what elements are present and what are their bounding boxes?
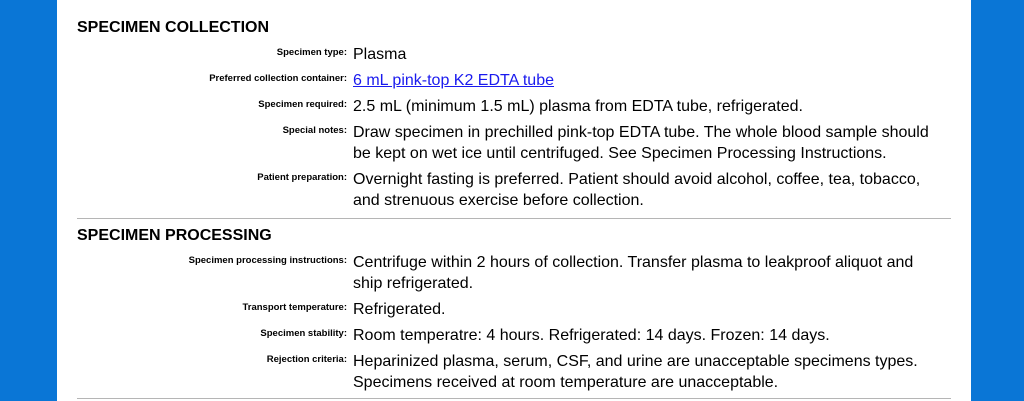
label-specimen-type: Specimen type:: [276, 47, 347, 58]
value-specimen-type: Plasma: [353, 46, 407, 63]
section-title-collection: SPECIMEN COLLECTION: [77, 19, 270, 36]
specimen-processing-section: [77, 226, 951, 398]
specimen-collection-section: [77, 18, 951, 216]
label-specimen-stability: Specimen stability:: [260, 328, 347, 339]
container-link[interactable]: 6 mL pink-top K2 EDTA tube: [353, 72, 554, 89]
row-transport-temperature: [77, 299, 951, 320]
row-patient-preparation: [77, 169, 951, 211]
row-special-notes: [77, 122, 951, 164]
label-special-notes: Special notes:: [282, 125, 347, 136]
label-patient-preparation: Patient preparation:: [257, 172, 347, 183]
value-collection-container: [353, 70, 951, 91]
label-collection-container: Preferred collection container:: [209, 73, 347, 84]
value-rejection-criteria: Heparinized plasma, serum, CSF, and urine are unacceptable specimens types. Specimens received at room temperature are unacceptable.: [353, 353, 918, 391]
label-transport-temperature: Transport temperature:: [242, 302, 347, 313]
section-divider: [77, 218, 951, 219]
label-processing-instructions: Specimen processing instructions:: [188, 255, 347, 266]
document-page: [57, 0, 971, 401]
row-specimen-type: [77, 44, 951, 65]
value-processing-instructions: Centrifuge within 2 hours of collection. Transfer plasma to leakproof aliquot and ship refrigerated.: [353, 254, 914, 292]
row-rejection-criteria: [77, 351, 951, 393]
value-patient-preparation: Overnight fasting is preferred. Patient should avoid alcohol, coffee, tea, tobacco, and strenuous exercise before collection.: [353, 171, 921, 209]
row-specimen-required: [77, 96, 951, 117]
value-special-notes: Draw specimen in prechilled pink-top EDTA tube. The whole blood sample should be kept on wet ice until centrifuged. See Specimen Processing Instructions.: [353, 124, 929, 162]
label-rejection-criteria: Rejection criteria:: [266, 354, 347, 365]
row-processing-instructions: [77, 252, 951, 294]
value-specimen-required: 2.5 mL (minimum 1.5 mL) plasma from EDTA tube, refrigerated.: [353, 98, 803, 115]
row-collection-container: [77, 70, 951, 91]
value-specimen-stability: Room temperatre: 4 hours. Refrigerated: 14 days. Frozen: 14 days.: [353, 327, 830, 344]
section-title-processing: SPECIMEN PROCESSING: [77, 227, 272, 244]
row-specimen-stability: [77, 325, 951, 346]
value-transport-temperature: Refrigerated.: [353, 301, 446, 318]
label-specimen-required: Specimen required:: [258, 99, 347, 110]
section-divider: [77, 398, 951, 399]
